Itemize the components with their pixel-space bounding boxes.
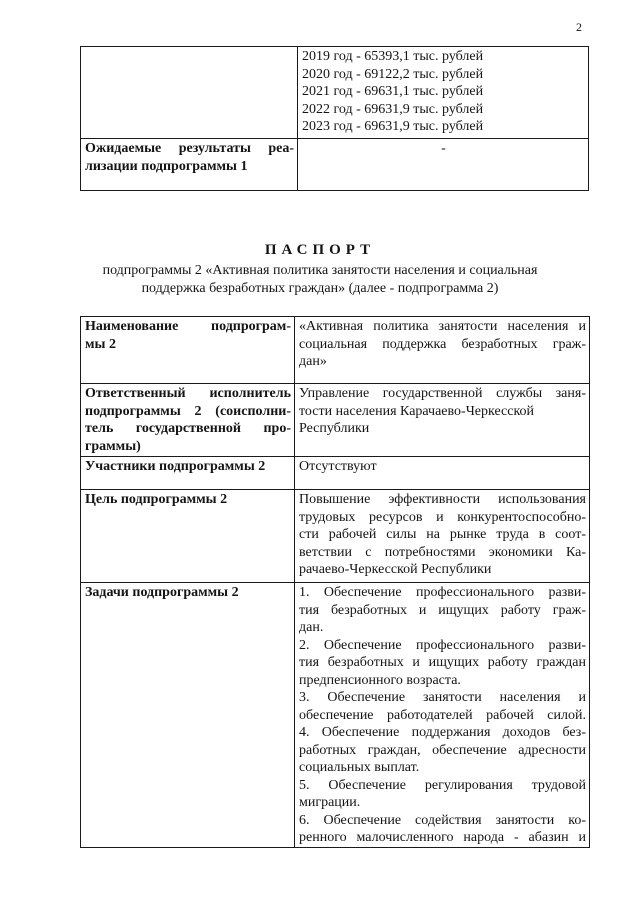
funding-line: 2023 год - 69631,9 тыс. рублей bbox=[302, 119, 484, 134]
task-line: 4. Обеспечение поддержания доходов без- bbox=[299, 725, 586, 740]
label-line: Участники подпрограммы 2 bbox=[85, 459, 266, 474]
label-line: мы 2 bbox=[85, 336, 116, 352]
expected-results-value bbox=[298, 139, 589, 191]
task-line: 2. Обеспечение профессионального разви- bbox=[299, 637, 586, 653]
row-goal bbox=[81, 490, 590, 583]
funding-line: 2022 год - 69631,9 тыс. рублей bbox=[302, 101, 484, 117]
tasks-value bbox=[295, 583, 590, 848]
label-line: Наименование подпрограм- bbox=[85, 319, 291, 334]
task-line: 6. Обеспечение содействия занятости ко- bbox=[299, 812, 586, 828]
value-line: рачаево-Черкесской Республики bbox=[299, 562, 492, 577]
value-line: Повышение эффективности использования bbox=[299, 492, 586, 507]
passport-subtitle bbox=[0, 262, 640, 298]
row-tasks bbox=[81, 583, 590, 848]
value-line: дан» bbox=[299, 354, 327, 369]
task-line: обеспечение работодателей рабочей силой. bbox=[299, 707, 586, 723]
passport-title: ПАСПОРТ bbox=[264, 242, 376, 258]
label-line: Ответственный исполнитель bbox=[85, 386, 291, 401]
subtitle-line: поддержка безработных граждан» (далее - подпрограмма 2) bbox=[141, 281, 499, 296]
funding-table bbox=[80, 46, 589, 191]
task-line: 5. Обеспечение регулирования трудовой bbox=[299, 777, 586, 793]
responsible-executor-label bbox=[81, 384, 295, 457]
participants-label bbox=[81, 457, 295, 490]
label-line: тель государственной про- bbox=[85, 421, 291, 436]
funding-line: 2021 год - 69631,1 тыс. рублей bbox=[302, 84, 484, 99]
value-line: Управление государственной службы заня- bbox=[299, 386, 586, 401]
task-line: тия безработных и ищущих работу граждан bbox=[299, 655, 586, 670]
task-line: 1. Обеспечение профессионального разви- bbox=[299, 585, 586, 600]
expected-results-label bbox=[81, 139, 298, 191]
label-line: Цель подпрограммы 2 bbox=[85, 492, 228, 507]
funding-line: 2019 год - 65393,1 тыс. рублей bbox=[302, 49, 484, 64]
label-line: подпрограммы 2 (соисполни- bbox=[85, 403, 291, 419]
passport-table bbox=[80, 316, 590, 848]
label-line: Ожидаемые результаты реа- bbox=[85, 141, 294, 156]
value-line: социальная поддержка безработных граж- bbox=[299, 336, 586, 352]
goal-value bbox=[295, 490, 590, 583]
subtitle-line: подпрограммы 2 «Активная политика занятости населения и социальная bbox=[102, 263, 538, 278]
page-number: 2 bbox=[576, 20, 582, 34]
value-line: «Активная политика занятости населения и bbox=[299, 319, 586, 334]
value-line: сти рабочей силы на рынке труда в соот- bbox=[299, 527, 586, 542]
funding-row bbox=[81, 47, 589, 139]
funding-line: 2020 год - 69122,2 тыс. рублей bbox=[302, 66, 484, 82]
task-line: дан. bbox=[299, 620, 324, 635]
label-line: граммы) bbox=[85, 438, 141, 454]
value-line: ветствии с потребностями экономики Ка- bbox=[299, 544, 586, 560]
tasks-label bbox=[81, 583, 295, 848]
program-name-label bbox=[81, 317, 295, 384]
label-line: лизации подпрограммы 1 bbox=[85, 158, 248, 174]
task-line: миграции. bbox=[299, 795, 361, 810]
task-line: тия безработных и ищущих работу граж- bbox=[299, 602, 586, 618]
task-line: ренного малочисленного народа - абазин и bbox=[299, 830, 586, 845]
program-name-value bbox=[295, 317, 590, 384]
funding-label-cell bbox=[81, 47, 298, 139]
expected-results-row bbox=[81, 139, 589, 191]
goal-label bbox=[81, 490, 295, 583]
row-participants bbox=[81, 457, 590, 490]
task-line: 3. Обеспечение занятости населения и bbox=[299, 690, 586, 705]
funding-value-cell bbox=[298, 47, 589, 139]
value-line: Отсутствуют bbox=[299, 459, 377, 474]
label-line: Задачи подпрограммы 2 bbox=[85, 585, 239, 600]
row-program-name bbox=[81, 317, 590, 384]
participants-value bbox=[295, 457, 590, 490]
value-line: тости населения Карачаево-Черкесской bbox=[299, 403, 535, 419]
task-line: работных граждан, обеспечение адресности bbox=[299, 742, 586, 758]
row-responsible-executor bbox=[81, 384, 590, 457]
value-line: трудовых ресурсов и конкурентоспособно- bbox=[299, 509, 586, 525]
task-line: предпенсионного возраста. bbox=[299, 672, 461, 688]
value-line: Республики bbox=[299, 421, 370, 436]
results-dash: - bbox=[441, 141, 446, 156]
responsible-executor-value bbox=[295, 384, 590, 457]
task-line: социальных выплат. bbox=[299, 760, 420, 775]
